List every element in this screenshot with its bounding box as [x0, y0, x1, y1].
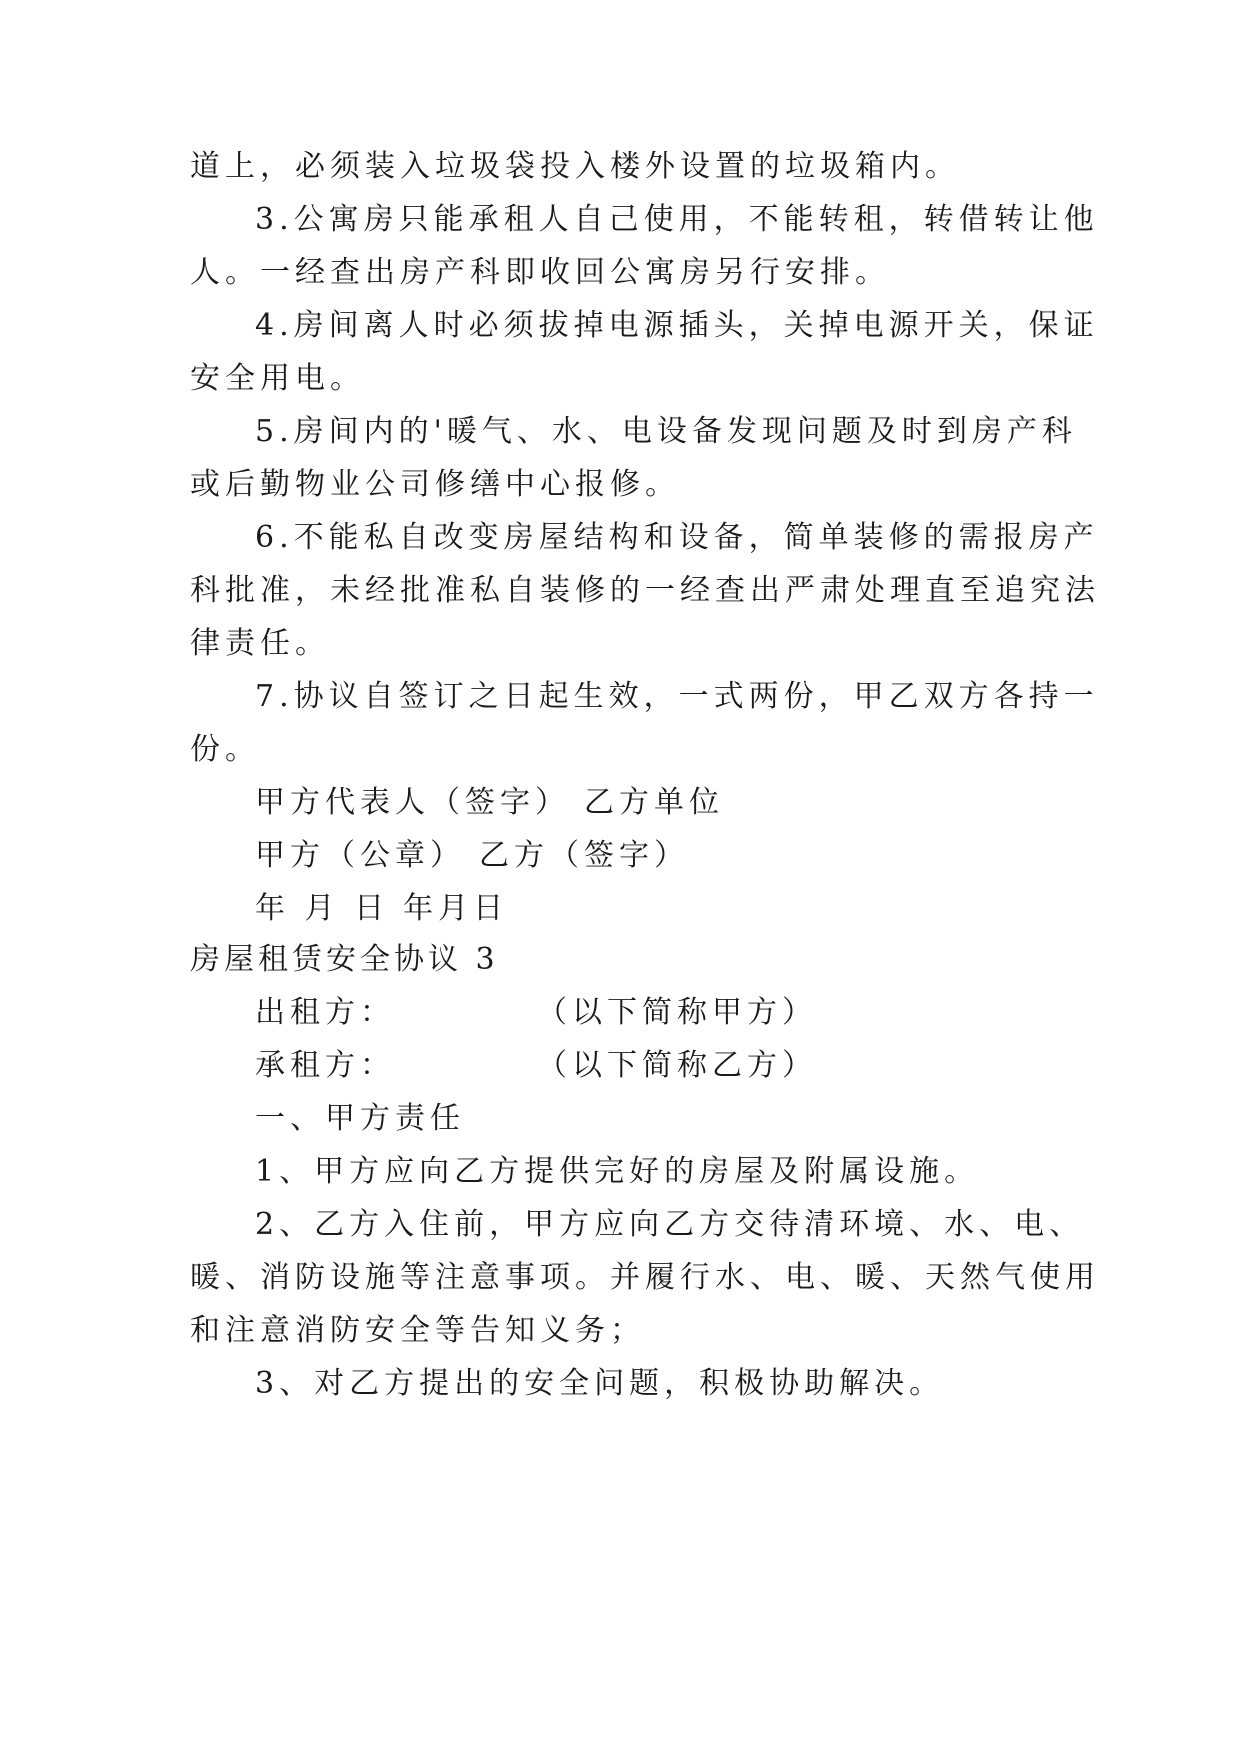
signature-row-2 — [255, 836, 689, 876]
party-a-rep-label: 甲方代表人（签字） — [255, 785, 570, 820]
date-b: 年月日 — [403, 891, 509, 926]
paragraph-line: 道上，必须装入垃圾袋投入楼外设置的垃圾箱内。 — [190, 149, 960, 184]
lessor-label: 出租方： — [255, 995, 395, 1030]
party-b-unit-label: 乙方单位 — [584, 785, 724, 820]
clause-3-line: 3.公寓房只能承租人自己使用，不能转租，转借转让他 — [255, 202, 1099, 237]
paragraph-line: 份。 — [190, 732, 260, 767]
date-a: 年 月 日 — [255, 891, 390, 926]
lessee-note: （以下简称乙方） — [537, 1048, 817, 1083]
heading-party-a-duties: 一、甲方责任 — [255, 1101, 465, 1136]
clause-2-line: 2、乙方入住前，甲方应向乙方交待清环境、水、电、 — [255, 1207, 1085, 1242]
section-title: 房屋租赁安全协议 3 — [190, 942, 499, 977]
lessor-row — [255, 993, 817, 1033]
signature-date-row — [255, 889, 508, 929]
paragraph-line: 安全用电。 — [190, 361, 365, 396]
paragraph-line: 暖、消防设施等注意事项。并履行水、电、暖、天然气使用 — [190, 1260, 1100, 1295]
party-a-seal-label: 甲方（公章） — [255, 838, 465, 873]
party-b-sign-label: 乙方（签字） — [479, 838, 689, 873]
clause-6-line: 6.不能私自改变房屋结构和设备，简单装修的需报房产 — [255, 520, 1099, 555]
clause-3-duty-line: 3、对乙方提出的安全问题，积极协助解决。 — [255, 1366, 945, 1401]
paragraph-line: 科批准，未经批准私自装修的一经查出严肃处理直至追究法 — [190, 573, 1100, 608]
clause-5-line: 5.房间内的'暖气、水、电设备发现问题及时到房产科 — [255, 414, 1077, 449]
clause-7-line: 7.协议自签订之日起生效，一式两份，甲乙双方各持一 — [255, 679, 1099, 714]
paragraph-line: 律责任。 — [190, 626, 330, 661]
signature-row-1 — [255, 783, 724, 823]
lessee-label: 承租方： — [255, 1048, 395, 1083]
clause-1-line: 1、甲方应向乙方提供完好的房屋及附属设施。 — [255, 1154, 980, 1189]
lessor-note: （以下简称甲方） — [537, 995, 817, 1030]
lessee-row — [255, 1046, 817, 1086]
paragraph-line: 和注意消防安全等告知义务； — [190, 1313, 645, 1348]
paragraph-line: 人。一经查出房产科即收回公寓房另行安排。 — [190, 255, 890, 290]
paragraph-line: 或后勤物业公司修缮中心报修。 — [190, 467, 680, 502]
clause-4-line: 4.房间离人时必须拔掉电源插头，关掉电源开关，保证 — [255, 308, 1099, 343]
